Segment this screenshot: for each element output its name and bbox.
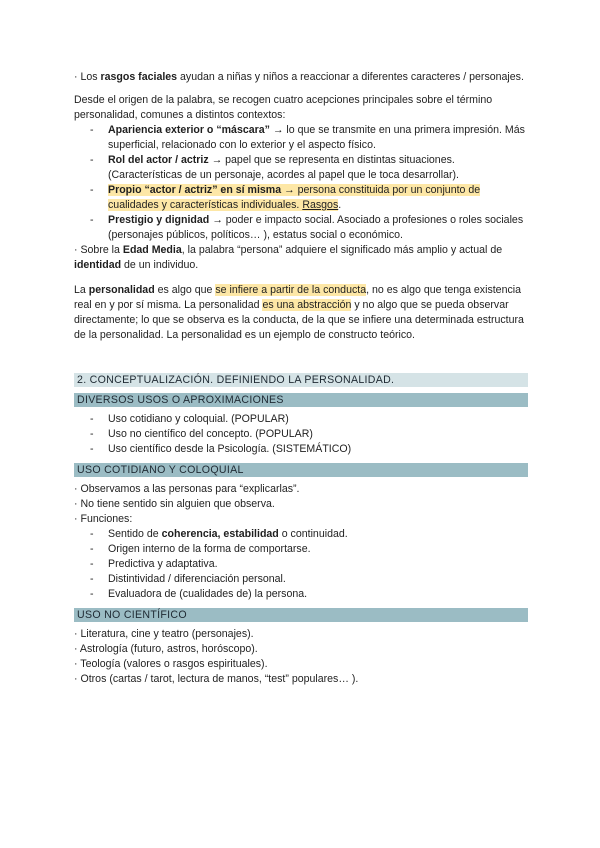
text: de un individuo.: [121, 259, 199, 271]
list-item: - Uso científico desde la Psicología. (SISTEMÁTICO): [74, 442, 528, 457]
text: , no es algo que tenga existencia real en y por sí misma. La personalidad: [74, 284, 522, 311]
text: · Sobre la: [74, 244, 123, 256]
text: y no algo que se pueda observar directamente; lo que se observa es la conducta, de la que se infiere una determinada estructura de la personalidad. La personalidad es un ejemplo de constructo teórico.: [74, 299, 524, 341]
bold-text: identidad: [74, 259, 122, 271]
bold-text: coherencia, estabilidad: [161, 528, 279, 540]
text: → lo que se transmite en una primera impresión. Más superficial, relacionado con lo exterior y el aspecto físico.: [108, 124, 525, 151]
bold-text: Prestigio y dignidad: [108, 214, 210, 226]
list-item: [74, 527, 528, 542]
text: → persona constituida por un conjunto de cualidades y características individuales.: [108, 184, 481, 211]
list-item: [74, 183, 528, 213]
text: .: [338, 199, 342, 211]
bold-text: Edad Media: [122, 244, 182, 256]
highlighted-text: se infiere a partir de la conducta: [215, 284, 367, 296]
text: La: [74, 284, 89, 296]
bold-text: Propio “actor / actriz” en sí misma: [108, 184, 282, 196]
bold-text: personalidad: [88, 284, 155, 296]
acepciones-list: [74, 123, 528, 243]
list-item: - Evaluadora de (cualidades de) la persona.: [74, 587, 528, 602]
text: , la palabra “persona” adquiere el significado más amplio y actual de: [181, 244, 503, 256]
no-cientifico-line: · Teología (valores o rasgos espirituales).: [74, 658, 268, 670]
text: · Los: [74, 71, 101, 83]
highlighted-text: [108, 184, 480, 211]
text: Sentido de: [108, 528, 162, 540]
bold-text: Rol del actor / actriz: [108, 154, 209, 166]
list-item: [74, 153, 528, 183]
no-cientifico-line: · Astrología (futuro, astros, horóscopo).: [74, 643, 258, 655]
list-item: - Distintividad / diferenciación personal.: [74, 572, 528, 587]
diversos-usos-heading: DIVERSOS USOS O APROXIMACIONES: [74, 393, 528, 407]
list-item: [74, 213, 528, 243]
list-item: [74, 123, 528, 153]
no-cientifico-line: · Otros (cartas / tarot, lectura de manos, “test” populares… ).: [74, 673, 359, 685]
no-cientifico-line: · Literatura, cine y teatro (personajes).: [74, 628, 254, 640]
paragraph-edad-media: [74, 243, 528, 273]
bold-text: rasgos faciales: [100, 71, 178, 83]
uso-cotidiano-heading: USO COTIDIANO Y COLOQUIAL: [74, 463, 528, 477]
funciones-list: [74, 527, 528, 602]
document-content: [74, 70, 528, 687]
list-item: - Predictiva y adaptativa.: [74, 557, 528, 572]
list-item: - Uso no científico del concepto. (POPULAR): [74, 427, 528, 442]
paragraph-rasgos-faciales: [74, 70, 528, 85]
spacer: [74, 343, 528, 373]
text: o continuidad.: [278, 528, 348, 540]
text: es algo que: [154, 284, 216, 296]
cotidiano-line: · Observamos a las personas para “explicarlas”.: [74, 483, 300, 495]
usos-list: [74, 412, 528, 457]
uso-no-cientifico-heading: USO NO CIENTÍFICO: [74, 608, 528, 622]
list-item: - Origen interno de la forma de comportarse.: [74, 542, 528, 557]
paragraph-personalidad: [74, 283, 528, 343]
underlined-text: Rasgos: [302, 199, 339, 211]
cotidiano-line: · Funciones:: [74, 513, 133, 525]
text: ayudan a niñas y niños a reaccionar a diferentes caracteres / personajes.: [177, 71, 524, 83]
bold-text: Apariencia exterior o “máscara”: [108, 124, 270, 136]
section-2-heading: 2. CONCEPTUALIZACIÓN. DEFINIENDO LA PERSONALIDAD.: [74, 373, 528, 387]
list-item: - Uso cotidiano y coloquial. (POPULAR): [74, 412, 528, 427]
text: → papel que se representa en distintas situaciones. (Características de un personaje, acordes al papel que le toca desarrollar).: [108, 154, 459, 181]
paragraph-origen: Desde el origen de la palabra, se recogen cuatro acepciones principales sobre el término personalidad, comunes a distintos contextos:: [74, 94, 493, 121]
highlighted-text: es una abstracción: [262, 299, 352, 311]
cotidiano-line: · No tiene sentido sin alguien que observa.: [74, 498, 275, 510]
text: → poder e impacto social. Asociado a profesiones o roles sociales (personajes públicos, políticos… ), estatus social o económico.: [108, 214, 524, 241]
